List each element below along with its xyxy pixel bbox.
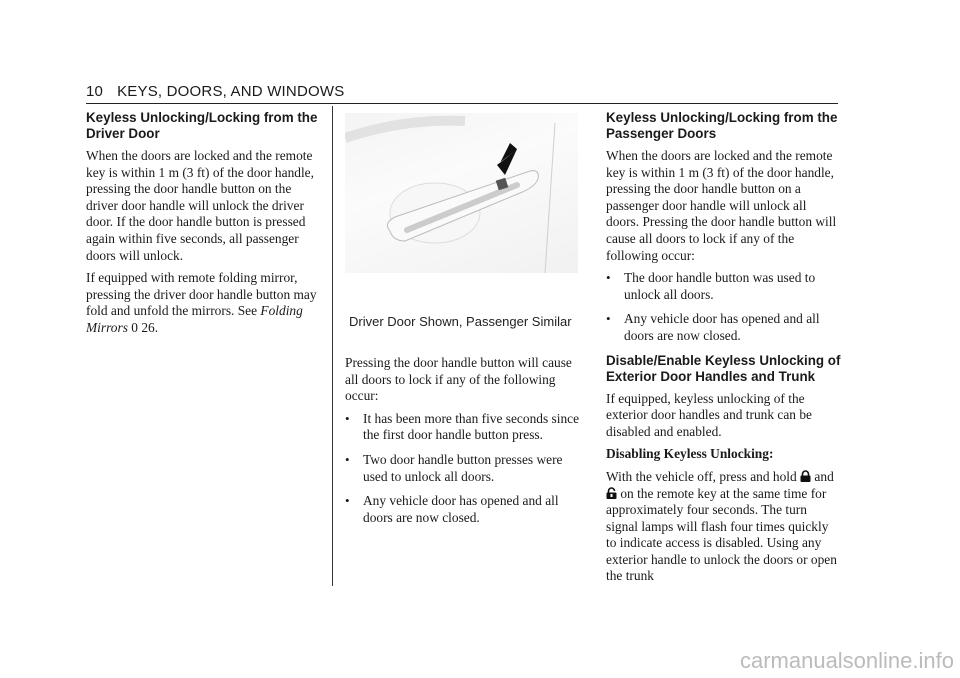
bullet-list (606, 270, 842, 344)
paragraph: When the doors are locked and the remote key is within 1 m (3 ft) of the door handle, pressing the door handle button on the driver door handle will unlock the driver door. If the door handle button is pressed again within five seconds, all passenger doors will unlock. (86, 148, 314, 263)
list-item: • It has been more than five seconds since the first door handle button press. (345, 411, 581, 444)
section-heading: Disable/Enable Keyless Unlocking of Exterior Door Handles and Trunk (606, 352, 841, 384)
list-item: • Any vehicle door has opened and all doors are now closed. (345, 493, 581, 526)
section-heading: Keyless Unlocking/Locking from the Passenger Doors (606, 110, 838, 141)
text: With the vehicle off, press and hold (606, 468, 801, 484)
watermark: carmanualsonline.info (739, 648, 954, 673)
middle-column (345, 355, 581, 534)
page-reference[interactable]: 0 26 (131, 319, 155, 335)
column-divider (332, 106, 333, 586)
bullet-list (345, 411, 581, 527)
left-column (86, 110, 322, 343)
right-column (606, 110, 842, 591)
section-title: KEYS, DOORS, AND WINDOWS (117, 83, 345, 100)
paragraph: Pressing the door handle button will cause all doors to lock if any of the following occur: (345, 355, 572, 404)
figure-caption: Driver Door Shown, Passenger Similar (349, 314, 572, 329)
text: and (811, 468, 834, 484)
paragraph (606, 469, 842, 585)
paragraph: When the doors are locked and the remote key is within 1 m (3 ft) of the door handle, pressing the door handle button on a passenger door handle will unlock all doors. Pressing the door handle button will cause all doors to lock if any of the following occur: (606, 148, 837, 263)
door-handle-illustration (345, 113, 578, 273)
text: . (154, 319, 159, 335)
list-item: • Two door handle button presses were used to unlock all doors. (345, 452, 581, 485)
unlock-icon (606, 487, 617, 499)
page-number: 10 (86, 83, 104, 100)
page-header (86, 83, 358, 100)
text: on the remote key at the same time for approximately four seconds. The turn signal lamps will flash four times quickly to indicate access is disabled. Using any exterior handle to unlock the doors or open the trunk (606, 485, 837, 584)
lock-icon (800, 470, 811, 482)
list-item: • The door handle button was used to unlock all doors. (606, 270, 842, 303)
list-item: • Any vehicle door has opened and all doors are now closed. (606, 311, 842, 344)
paragraph (86, 270, 322, 336)
header-rule (86, 103, 838, 104)
text: If equipped with remote folding mirror, pressing the driver door handle button may fold and unfold the mirrors. See (86, 270, 317, 319)
cross-reference-link[interactable]: Folding Mirrors (86, 303, 303, 335)
section-heading: Keyless Unlocking/Locking from the Driver Door (86, 110, 318, 141)
paragraph: If equipped, keyless unlocking of the exterior door handles and trunk can be disabled and enabled. (606, 390, 812, 439)
subheading: Disabling Keyless Unlocking: (606, 446, 774, 462)
